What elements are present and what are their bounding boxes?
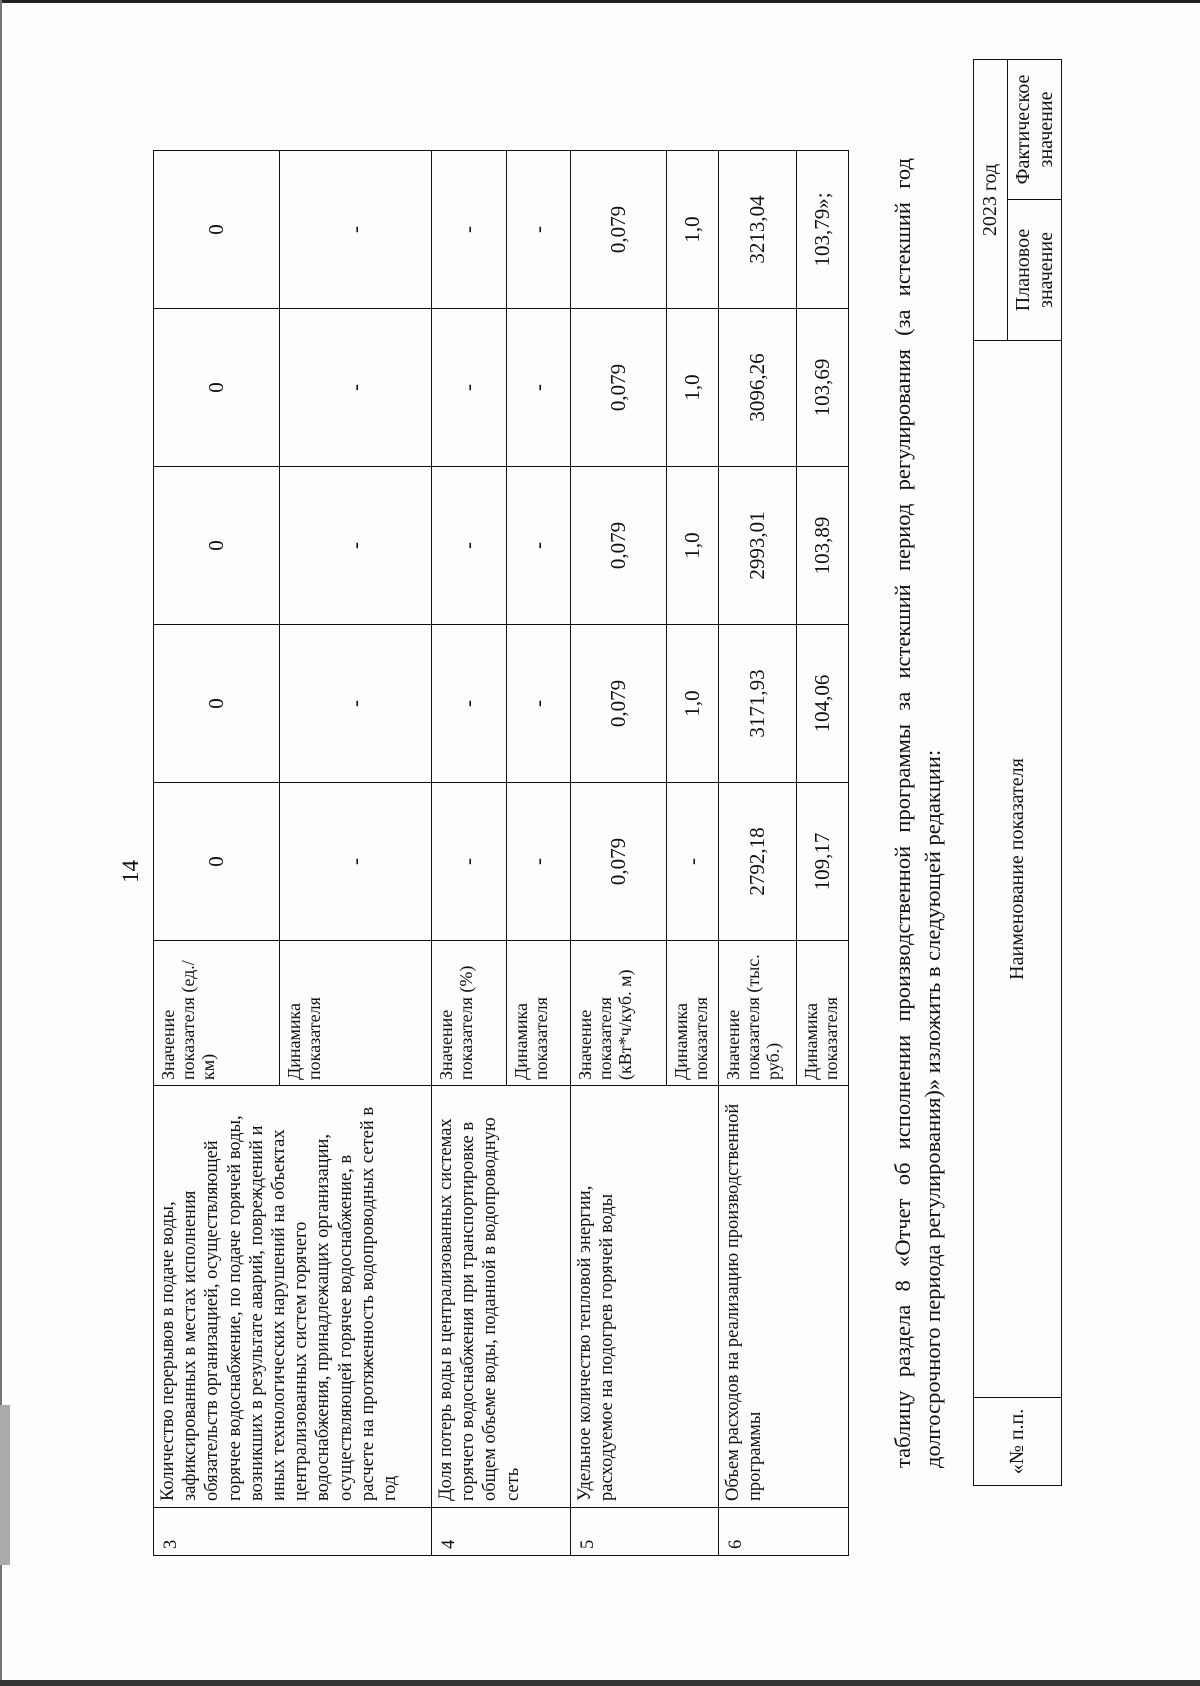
dynamics-cell: 104,06 bbox=[797, 625, 849, 783]
dynamics-cell: 1,0 bbox=[667, 309, 719, 467]
value-cell: 0 bbox=[154, 625, 280, 783]
dynamics-label: Динамика показателя bbox=[797, 941, 849, 1086]
report-name-header: Наименование показателя bbox=[974, 341, 1062, 1398]
indicator-row-5-value bbox=[571, 151, 667, 1556]
dynamics-cell: - bbox=[280, 783, 432, 941]
dynamics-cell: - bbox=[507, 783, 571, 941]
dynamics-cell: 109,17 bbox=[797, 783, 849, 941]
value-cell: 0 bbox=[154, 783, 280, 941]
dynamics-cell: - bbox=[667, 783, 719, 941]
dynamics-cell: - bbox=[280, 309, 432, 467]
dynamics-label: Динамика показателя bbox=[667, 941, 719, 1086]
indicator-name: Доля потерь воды в централизованных системах горячего водоснабжения при транспортировке в общем объеме воды, поданной в водопроводную сеть bbox=[432, 1086, 571, 1508]
dynamics-cell: - bbox=[280, 625, 432, 783]
value-cell: 0 bbox=[154, 309, 280, 467]
dynamics-label: Динамика показателя bbox=[280, 941, 432, 1086]
report-year-header: 2023 год bbox=[974, 60, 1008, 341]
row-number: 3 bbox=[154, 1508, 432, 1556]
amendment-paragraph: таблицу раздела 8 «Отчет об исполнении производственной программы за истекший период регулирования (за истекший год долгосрочного периода регулирования)» изложить в следующей редакции: bbox=[890, 158, 945, 1468]
value-cell: - bbox=[432, 151, 507, 309]
dynamics-cell: - bbox=[280, 151, 432, 309]
dynamics-cell: 103,69 bbox=[797, 309, 849, 467]
value-cell: 0,079 bbox=[571, 151, 667, 309]
value-cell: - bbox=[432, 467, 507, 625]
dynamics-label: Динамика показателя bbox=[507, 941, 571, 1086]
value-cell: 3096,26 bbox=[719, 309, 797, 467]
dynamics-cell: - bbox=[507, 625, 571, 783]
dynamics-cell: 103,79»; bbox=[797, 151, 849, 309]
dynamics-cell: 103,89 bbox=[797, 467, 849, 625]
value-label: Значение показателя (%) bbox=[432, 941, 507, 1086]
page-number: 14 bbox=[118, 860, 143, 883]
value-cell: 0 bbox=[154, 151, 280, 309]
indicators-table bbox=[153, 150, 849, 1556]
indicator-row-4-value bbox=[432, 151, 507, 1556]
row-number: 6 bbox=[719, 1508, 849, 1556]
indicator-name: Объем расходов на реализацию производственной программы bbox=[719, 1086, 849, 1508]
value-label: Значение показателя (кВт*ч/куб. м) bbox=[571, 941, 667, 1086]
indicator-name: Удельное количество тепловой энергии, расходуемое на подогрев горячей воды bbox=[571, 1086, 719, 1508]
value-cell: 2993,01 bbox=[719, 467, 797, 625]
report-table-header bbox=[973, 59, 1062, 1486]
row-number: 5 bbox=[571, 1508, 719, 1556]
dynamics-cell: 1,0 bbox=[667, 151, 719, 309]
indicator-row-3-value bbox=[154, 151, 280, 1556]
value-cell: - bbox=[432, 783, 507, 941]
value-cell: - bbox=[432, 309, 507, 467]
value-label: Значение показателя (тыс. руб.) bbox=[719, 941, 797, 1086]
row-number: 4 bbox=[432, 1508, 571, 1556]
value-cell: 0,079 bbox=[571, 467, 667, 625]
value-cell: 2792,18 bbox=[719, 783, 797, 941]
value-cell: 0,079 bbox=[571, 783, 667, 941]
value-cell: 3171,93 bbox=[719, 625, 797, 783]
dynamics-cell: 1,0 bbox=[667, 625, 719, 783]
value-cell: - bbox=[432, 625, 507, 783]
value-cell: 0,079 bbox=[571, 625, 667, 783]
dynamics-cell: - bbox=[507, 309, 571, 467]
report-plan-header: Плановое значение bbox=[1008, 200, 1062, 341]
value-label: Значение показателя (ед./км) bbox=[154, 941, 280, 1086]
value-cell: 0,079 bbox=[571, 309, 667, 467]
value-cell: 3213,04 bbox=[719, 151, 797, 309]
dynamics-cell: - bbox=[280, 467, 432, 625]
indicator-name: Количество перерывов в подаче воды, зафиксированных в местах исполнения обязательств организацией, осуществляющей горячее водоснабжение, по подаче горячей воды, возникших в результате аварий, повреждений и иных технологических нарушений на объектах централизованных систем горячего водоснабжения, принадлежащих организации, осуществляющей горячее водоснабжение, в расчете на протяженность водопроводных сетей в год bbox=[154, 1086, 432, 1508]
dynamics-cell: 1,0 bbox=[667, 467, 719, 625]
dynamics-cell: - bbox=[507, 151, 571, 309]
value-cell: 0 bbox=[154, 467, 280, 625]
report-num-header: «№ п.п. bbox=[974, 1398, 1062, 1486]
dynamics-cell: - bbox=[507, 467, 571, 625]
indicator-row-6-value bbox=[719, 151, 797, 1556]
report-fact-header: Фактическое значение bbox=[1008, 60, 1062, 200]
